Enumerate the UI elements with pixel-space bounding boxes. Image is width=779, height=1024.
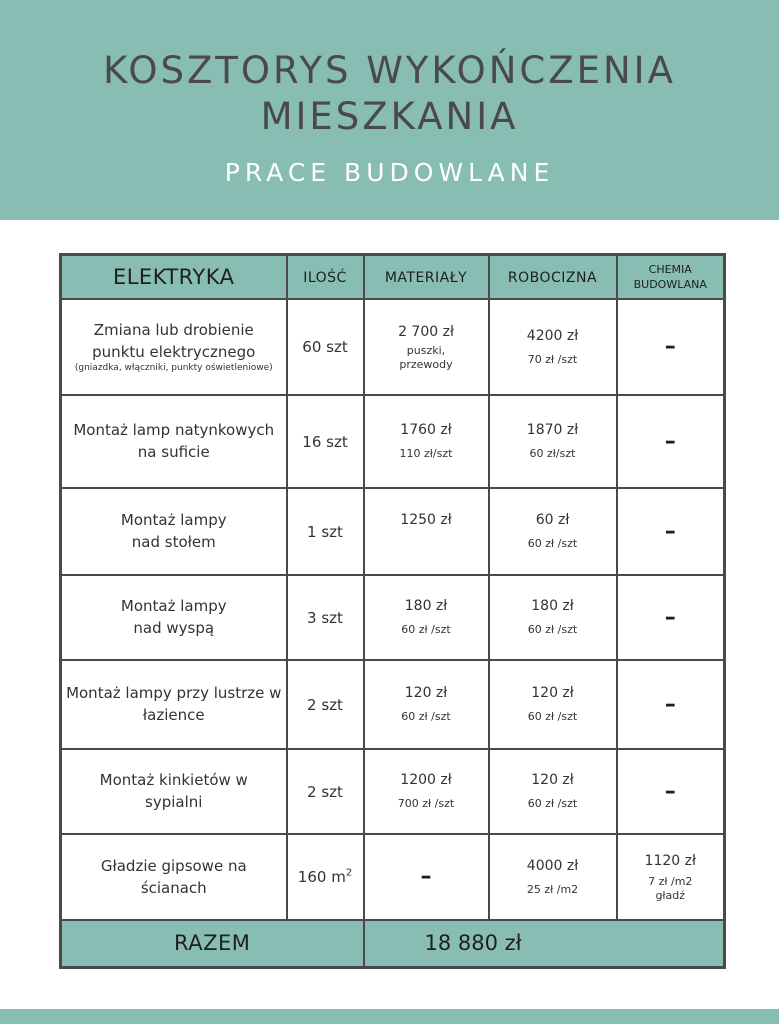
table-row	[61, 395, 725, 488]
row-description	[61, 299, 287, 395]
table-row	[61, 488, 725, 575]
chem-value: –	[664, 691, 676, 717]
title-line-1: KOSZTORYS WYKOŃCZENIA	[103, 49, 676, 92]
qty-text: 60 szt	[302, 338, 348, 356]
chem-value: –	[664, 778, 676, 804]
row-qty	[287, 299, 364, 395]
row-description	[61, 488, 287, 575]
total-label-cell	[61, 920, 364, 968]
page-subtitle: PRACE BUDOWLANE	[224, 158, 555, 187]
header-labor-label: ROBOCIZNA	[507, 270, 598, 287]
header-materials-label: MATERIAŁY	[384, 270, 468, 287]
header-chem	[617, 255, 725, 299]
title-line-2: MIESZKANIA	[260, 95, 519, 138]
row-materials	[364, 834, 489, 920]
header-qty	[287, 255, 364, 299]
header-labor	[489, 255, 617, 299]
labor-value: 120 zł	[531, 772, 574, 788]
row-materials	[364, 660, 489, 749]
row-materials	[364, 749, 489, 834]
qty-text: 2 szt	[307, 695, 343, 714]
header-section-label: ELEKTRYKA	[112, 264, 235, 289]
row-chem	[617, 395, 725, 488]
qty-text: 1 szt	[307, 522, 343, 541]
table-header-row	[61, 255, 725, 299]
labor-note: 60 zł /szt	[527, 797, 578, 810]
labor-value: 180 zł	[531, 598, 574, 614]
row-chem	[617, 660, 725, 749]
materials-value: 120 zł	[404, 685, 448, 701]
row-chem	[617, 488, 725, 575]
materials-note: puszki, przewody	[399, 343, 453, 371]
row-labor	[489, 488, 617, 575]
chem-value: 1120 zł	[644, 852, 696, 869]
row-qty	[287, 834, 364, 920]
labor-note: 70 zł /szt	[527, 352, 578, 366]
row-labor	[489, 749, 617, 834]
total-label: RAZEM	[174, 931, 251, 956]
labor-value: 120 zł	[531, 685, 574, 701]
row-labor	[489, 299, 617, 395]
description-text: Montaż lampy nad stołem	[120, 511, 227, 551]
row-qty	[287, 575, 364, 660]
description-text: Montaż kinkietów w sypialni	[99, 771, 248, 811]
header-banner	[0, 0, 779, 220]
materials-value: 1250 zł	[400, 512, 452, 528]
header-chem-line-2: BUDOWLANA	[633, 277, 707, 291]
row-chem	[617, 749, 725, 834]
total-value-cell	[364, 920, 725, 968]
chem-value: –	[664, 518, 676, 544]
labor-note: 60 zł /szt	[527, 623, 578, 636]
table-row	[61, 299, 725, 395]
description-text: Montaż lampy nad wyspą	[120, 597, 227, 637]
row-labor	[489, 575, 617, 660]
description-note: (gniazdka, włączniki, punkty oświetleniowe)	[74, 363, 273, 373]
labor-value: 4000 zł	[526, 857, 579, 874]
materials-note: 700 zł /szt	[397, 797, 455, 810]
labor-note: 60 zł /szt	[527, 710, 578, 723]
description-text: Gładzie gipsowe na ścianach	[100, 856, 247, 897]
row-materials	[364, 395, 489, 488]
labor-value: 1870 zł	[526, 422, 579, 438]
labor-value: 60 zł	[535, 512, 570, 528]
row-qty	[287, 660, 364, 749]
row-chem	[617, 834, 725, 920]
materials-value: 180 zł	[404, 598, 448, 614]
cost-table-container	[59, 253, 723, 970]
materials-note: 60 zł /szt	[401, 710, 451, 723]
materials-note: 60 zł /szt	[401, 623, 451, 636]
description-text: Zmiana lub drobienie punktu elektrycznego	[92, 321, 256, 361]
materials-value: –	[420, 864, 432, 889]
materials-note	[365, 536, 488, 552]
total-value: 18 880 zł	[424, 931, 522, 956]
row-labor	[489, 395, 617, 488]
header-materials	[364, 255, 489, 299]
row-materials	[364, 575, 489, 660]
table-row	[61, 660, 725, 749]
row-description	[61, 660, 287, 749]
page-title	[0, 48, 779, 140]
qty-text: 160 m	[297, 868, 346, 886]
materials-value: 2 700 zł	[398, 323, 454, 340]
labor-note: 60 zł/szt	[529, 447, 576, 460]
row-description	[61, 395, 287, 488]
description-text: Montaż lamp natynkowych na suficie	[73, 421, 275, 461]
labor-note: 25 zł /m2	[526, 882, 579, 896]
row-description	[61, 575, 287, 660]
row-chem	[617, 575, 725, 660]
header-section	[61, 255, 287, 299]
materials-value: 1760 zł	[400, 422, 452, 438]
materials-note: 110 zł/szt	[399, 447, 453, 460]
chem-value: –	[664, 334, 676, 359]
row-qty	[287, 395, 364, 488]
header-qty-label: ILOŚĆ	[303, 270, 347, 287]
row-materials	[364, 299, 489, 395]
row-materials	[364, 488, 489, 575]
row-labor	[489, 834, 617, 920]
row-qty	[287, 488, 364, 575]
header-chem-line-1: CHEMIA	[648, 262, 692, 276]
total-row	[61, 920, 725, 968]
cost-table	[59, 253, 726, 969]
chem-note: 7 zł /m2 gładź	[648, 874, 693, 902]
description-text: Montaż lampy przy lustrze w łazience	[66, 684, 282, 724]
qty-text: 2 szt	[307, 782, 343, 801]
row-description	[61, 834, 287, 920]
row-chem	[617, 299, 725, 395]
chem-value: –	[664, 604, 676, 630]
qty-text: 16 szt	[302, 432, 348, 451]
row-qty	[287, 749, 364, 834]
footer-band	[0, 1009, 779, 1024]
materials-value: 1200 zł	[400, 772, 452, 788]
labor-value: 4200 zł	[526, 327, 579, 344]
table-row	[61, 575, 725, 660]
qty-text: 3 szt	[307, 608, 343, 627]
labor-note: 60 zł /szt	[527, 537, 578, 550]
qty-superscript: 2	[345, 867, 353, 879]
table-row	[61, 749, 725, 834]
table-row	[61, 834, 725, 920]
row-description	[61, 749, 287, 834]
row-labor	[489, 660, 617, 749]
chem-value: –	[664, 428, 676, 454]
